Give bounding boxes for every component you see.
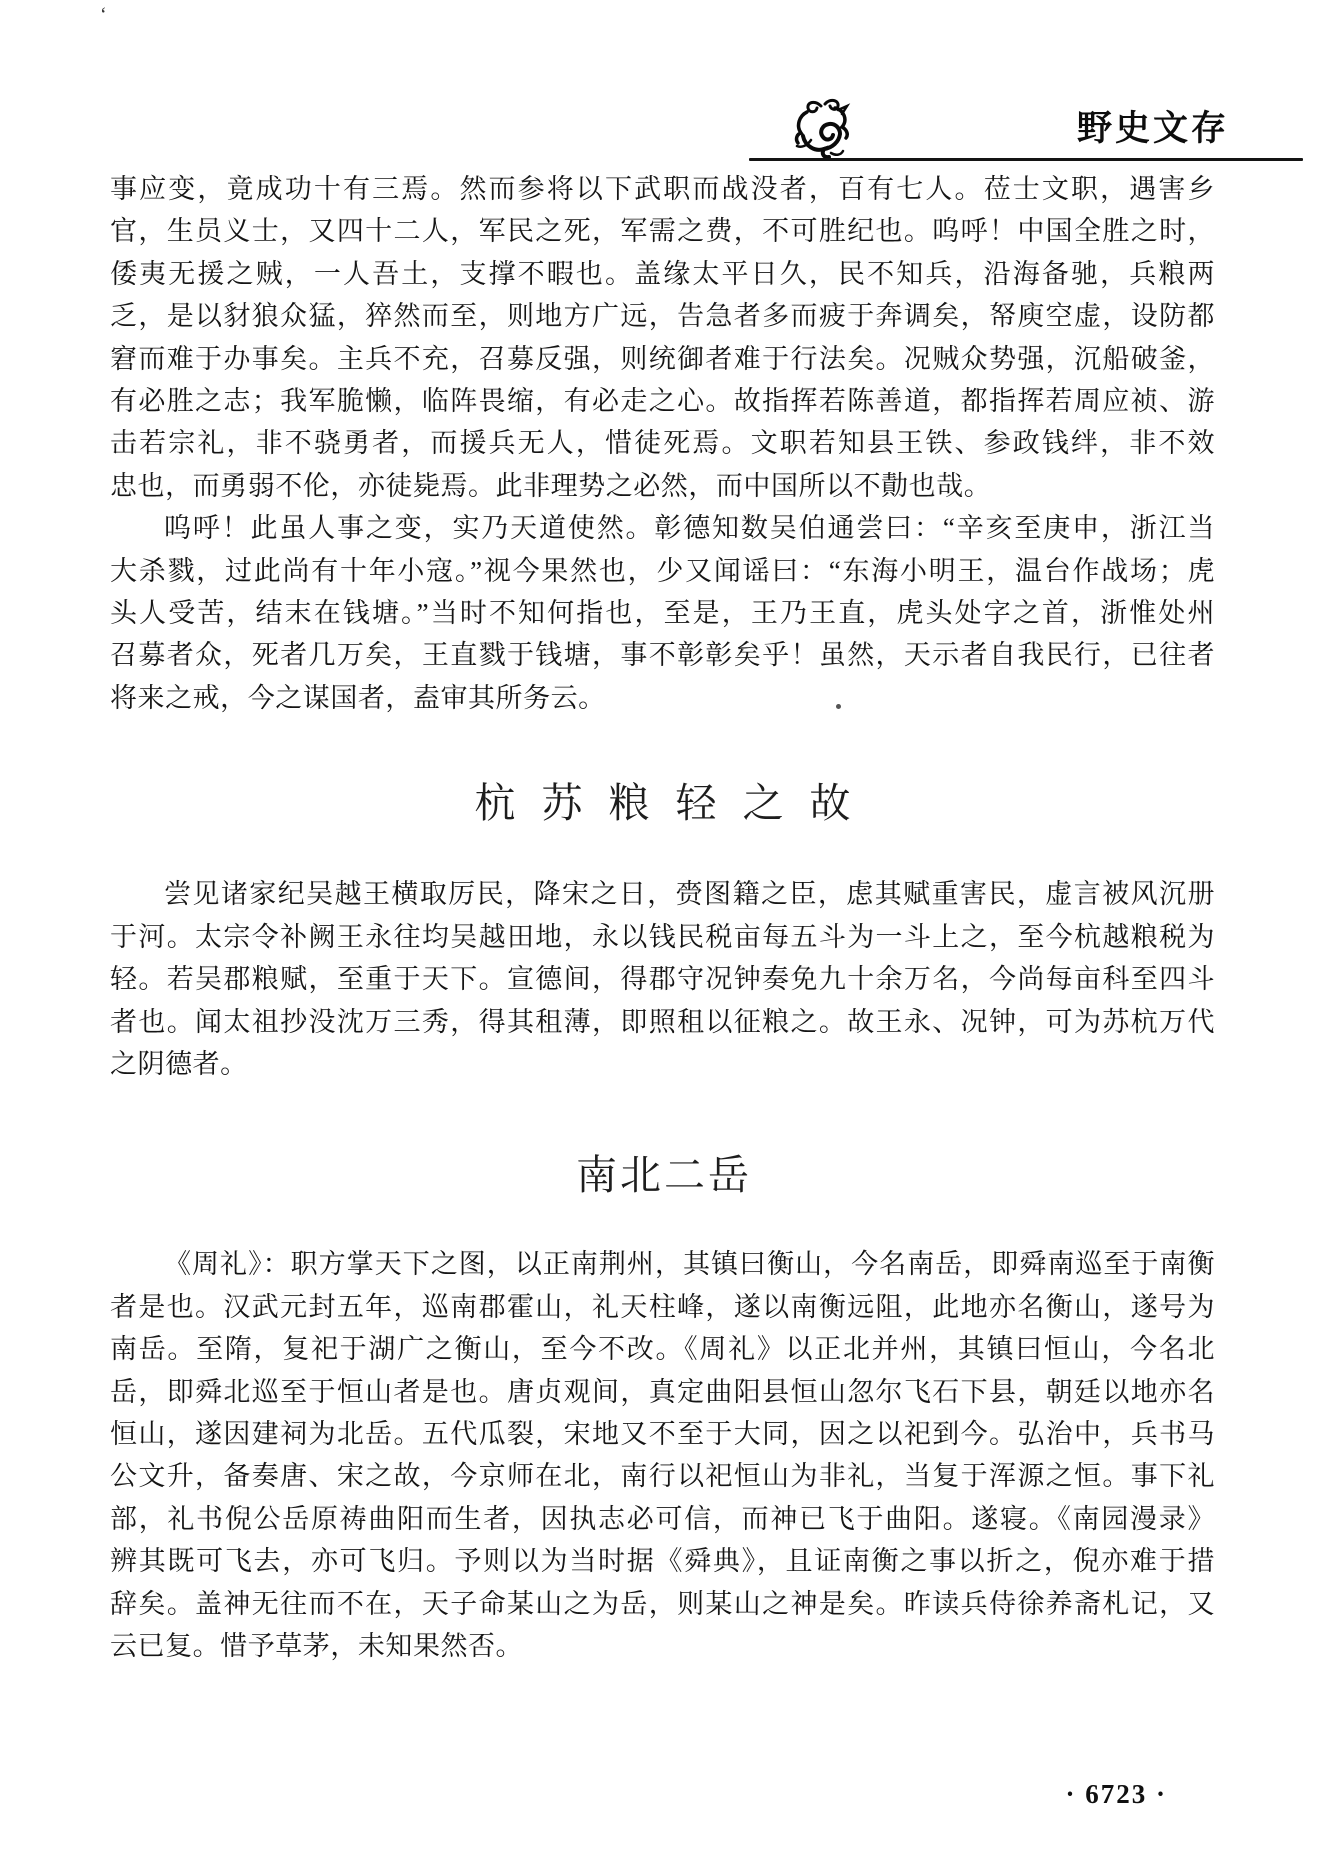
header-rule	[749, 158, 1303, 161]
text-line: 者也。闻太祖抄没沈万三秀，得其租薄，即照租以征粮之。故王永、况钟，可为苏杭万代	[110, 1006, 1215, 1037]
paragraph	[110, 168, 1215, 507]
text-line: 《周礼》：职方掌天下之图，以正南荆州，其镇曰衡山，今名南岳，即舜南巡至于南衡	[164, 1249, 1215, 1280]
text-line: 将来之戒，今之谋国者，盍审其所务云。	[110, 682, 606, 713]
dragon-ornament-icon	[791, 96, 853, 160]
page-number: · 6723 ·	[1065, 1779, 1167, 1809]
text-line: 者是也。汉武元封五年，巡南郡霍山，礼天柱峰，遂以南衡远阻，此地亦名衡山，遂号为	[110, 1291, 1215, 1322]
text-line: 部，礼书倪公岳原祷曲阳而生者，因执志必可信，而神已飞于曲阳。遂寝。《南园漫录》	[110, 1503, 1215, 1534]
text-line: 窘而难于办事矣。主兵不充，召募反强，则统御者难于行法矣。况贼众势强，沉船破釜，	[110, 343, 1215, 374]
text-line: 尝见诸家纪吴越王横取厉民，降宋之日，赍图籍之臣，虑其赋重害民，虚言被风沉册	[164, 879, 1215, 910]
text-line: 忠也，而勇弱不伦，亦徒毙焉。此非理势之必然，而中国所以不勣也哉。	[110, 470, 992, 501]
paragraph	[110, 873, 1215, 1085]
text-line: 头人受苦，结末在钱塘。”当时不知何指也，至是，王乃王直，虎头处字之首，浙惟处州	[110, 598, 1215, 629]
text-line: 官，生员义士，又四十二人，军民之死，军需之费，不可胜纪也。呜呼！中国全胜之时，	[110, 216, 1215, 247]
text-line: 轻。若吴郡粮赋，至重于天下。宣德间，得郡守况钟奏免九十余万名，今尚每亩科至四斗	[110, 964, 1215, 995]
text-line: 乏，是以豺狼众猛，猝然而至，则地方广远，告急者多而疲于奔调矣，帑庾空虚，设防都	[110, 301, 1215, 332]
text-line: 恒山，遂因建祠为北岳。五代瓜裂，宋地又不至于大同，因之以祀到今。弘治中，兵书马	[110, 1418, 1215, 1449]
text-line: 岳，即舜北巡至于恒山者是也。唐贞观间，真定曲阳县恒山忽尔飞石下县，朝廷以地亦名	[110, 1376, 1215, 1407]
text-line: 大杀戮，过此尚有十年小寇。”视今果然也，少又闻谣曰：“东海小明王，温台作战场；虎	[110, 555, 1215, 586]
running-title: 野史文存	[1076, 109, 1229, 148]
paragraph	[110, 507, 1215, 719]
text-line: 呜呼！此虽人事之变，实乃天道使然。彰德知数吴伯通尝曰：“辛亥至庚申，浙江当	[164, 513, 1215, 544]
text-line: 辨其既可飞去，亦可飞归。予则以为当时据《舜典》，且证南衡之事以折之，倪亦难于措	[110, 1546, 1215, 1577]
text-line: 云已复。惜予草茅，未知果然否。	[110, 1630, 524, 1661]
section-heading: 南北二岳	[576, 1152, 752, 1199]
text-line: 击若宗礼，非不骁勇者，而援兵无人，惜徒死焉。文职若知县王铁、参政钱绊，非不效	[110, 428, 1215, 459]
text-line: 之阴德者。	[110, 1048, 248, 1079]
text-line: 辞矣。盖神无往而不在，天子命某山之为岳，则某山之神是矣。昨读兵侍徐养斋札记，又	[110, 1588, 1215, 1619]
text-line: 有必胜之志；我军脆懒，临阵畏缩，有必走之心。故指挥若陈善道，都指挥若周应祯、游	[110, 386, 1215, 417]
page-body	[110, 168, 1215, 1667]
text-line: 召募者众，死者几万矣，王直戮于钱塘，事不彰彰矣乎！虽然，天示者自我民行，已往者	[110, 640, 1215, 671]
text-line: 倭夷无援之贼，一人吾土，支撑不暇也。盖缘太平日久，民不知兵，沿海备驰，兵粮两	[110, 258, 1215, 289]
text-line: 南岳。至隋，复祀于湖广之衡山，至今不改。《周礼》以正北并州，其镇曰恒山，今名北	[110, 1334, 1215, 1365]
text-line: 事应变，竟成功十有三焉。然而参将以下武职而战没者，百有七人。莅士文职，遇害乡	[110, 174, 1215, 204]
text-line: 于河。太宗令补阙王永往均吴越田地，永以钱民税亩每五斗为一斗上之，至今杭越粮税为	[110, 921, 1215, 952]
scan-speck: ʻ	[100, 4, 107, 26]
paragraph	[110, 1243, 1215, 1667]
section-heading: 杭苏粮轻之故	[474, 780, 877, 827]
text-line: 公文升，备奏唐、宋之故，今京师在北，南行以祀恒山为非礼，当复于浑源之恒。事下礼	[110, 1461, 1215, 1492]
